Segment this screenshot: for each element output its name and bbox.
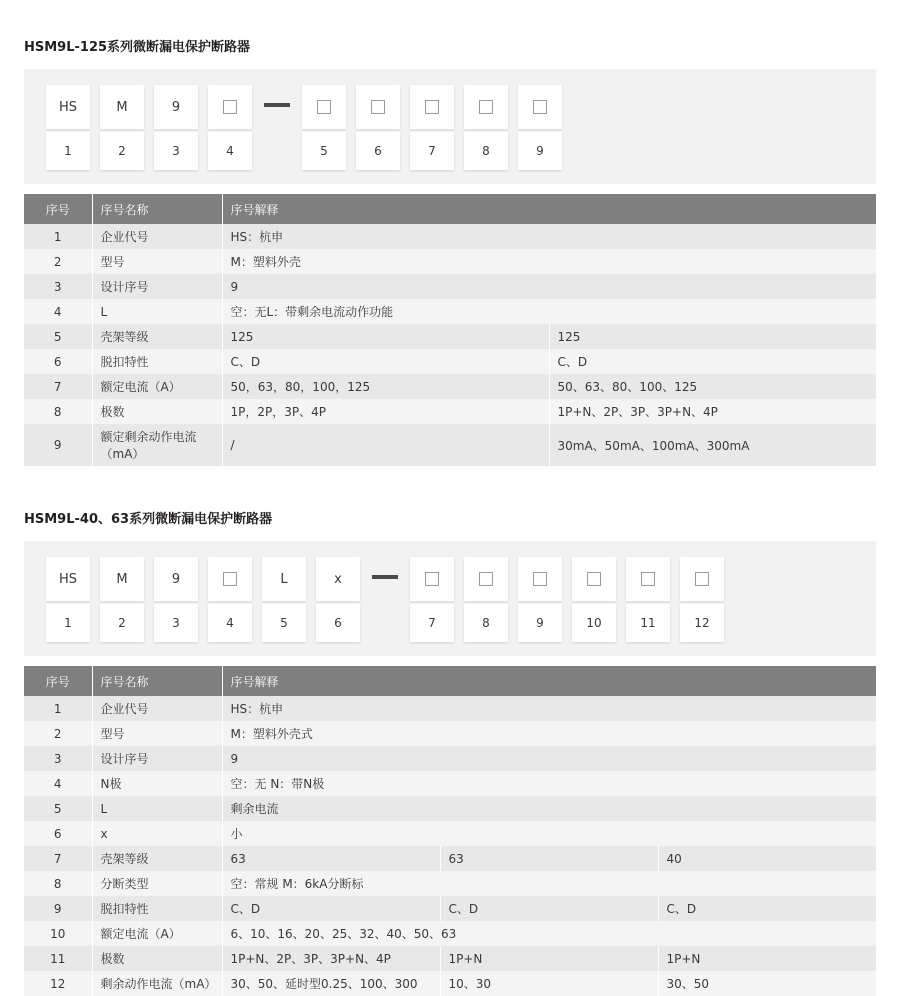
cell-explanation-b: 10、30 xyxy=(440,971,658,996)
dash-separator-icon xyxy=(370,557,400,579)
cell-explanation-b: 50、63、80、100、125 xyxy=(549,374,876,399)
cell-name: 设计序号 xyxy=(92,274,222,299)
code-cell-8 xyxy=(464,85,508,170)
code-box-index: 3 xyxy=(154,132,198,170)
empty-square-icon xyxy=(317,100,331,114)
cell-explanation-a: 63 xyxy=(222,846,440,871)
code-box-index: 7 xyxy=(410,604,454,642)
spec-table-2 xyxy=(24,666,876,996)
cell-name: 壳架等级 xyxy=(92,846,222,871)
code-cell-6 xyxy=(356,85,400,170)
cell-index: 12 xyxy=(24,971,92,996)
empty-square-icon xyxy=(425,100,439,114)
empty-square-icon xyxy=(533,100,547,114)
cell-index: 5 xyxy=(24,324,92,349)
table-row xyxy=(24,399,876,424)
code-box-index: 5 xyxy=(302,132,346,170)
cell-explanation: M：塑料外壳 xyxy=(222,249,876,274)
cell-explanation-c: C、D xyxy=(658,896,876,921)
code-box-placeholder xyxy=(680,557,724,601)
cell-explanation-b: 1P+N xyxy=(440,946,658,971)
cell-index: 3 xyxy=(24,274,92,299)
cell-index: 7 xyxy=(24,374,92,399)
code-box-value: HS xyxy=(46,85,90,129)
model-code-diagram-2 xyxy=(24,541,876,656)
table-row xyxy=(24,746,876,771)
code-cell-4 xyxy=(208,85,252,170)
code-box-index: 8 xyxy=(464,132,508,170)
cell-explanation: 空：常规 M：6kA分断标 xyxy=(222,871,876,896)
cell-index: 5 xyxy=(24,796,92,821)
code-box-index: 1 xyxy=(46,604,90,642)
cell-explanation: 9 xyxy=(222,274,876,299)
cell-explanation: 6、10、16、20、25、32、40、50、63 xyxy=(222,921,876,946)
cell-name: 壳架等级 xyxy=(92,324,222,349)
section-hsm9l-125 xyxy=(24,0,876,466)
cell-explanation-b: C、D xyxy=(440,896,658,921)
code-cell-1 xyxy=(46,557,90,642)
cell-explanation-c: 30、50 xyxy=(658,971,876,996)
table-row xyxy=(24,871,876,896)
table-row xyxy=(24,971,876,996)
code-box-placeholder xyxy=(572,557,616,601)
cell-name: 额定电流（A） xyxy=(92,374,222,399)
code-box-index: 4 xyxy=(208,604,252,642)
cell-explanation-c: 1P+N xyxy=(658,946,876,971)
spec-table-1 xyxy=(24,194,876,466)
code-box-index: 6 xyxy=(316,604,360,642)
cell-explanation: HS：杭申 xyxy=(222,696,876,721)
col-header-explanation: 序号解释 xyxy=(222,194,876,224)
code-cell-5 xyxy=(302,85,346,170)
table-row xyxy=(24,721,876,746)
code-cell-10 xyxy=(572,557,616,642)
table-row xyxy=(24,946,876,971)
code-box-value: x xyxy=(316,557,360,601)
empty-square-icon xyxy=(479,100,493,114)
cell-explanation-b: 63 xyxy=(440,846,658,871)
table-row xyxy=(24,349,876,374)
code-cell-12 xyxy=(680,557,724,642)
cell-index: 9 xyxy=(24,424,92,466)
col-header-explanation: 序号解释 xyxy=(222,666,876,696)
table-row xyxy=(24,224,876,249)
col-header-name: 序号名称 xyxy=(92,666,222,696)
code-box-index: 12 xyxy=(680,604,724,642)
table-row xyxy=(24,846,876,871)
code-box-index: 11 xyxy=(626,604,670,642)
code-cell-4 xyxy=(208,557,252,642)
code-cell-9 xyxy=(518,85,562,170)
code-box-placeholder xyxy=(626,557,670,601)
code-box-placeholder xyxy=(464,557,508,601)
cell-explanation: 小 xyxy=(222,821,876,846)
table-row xyxy=(24,374,876,399)
section-title: HSM9L-40、63系列微断漏电保护断路器 xyxy=(24,512,273,527)
cell-index: 1 xyxy=(24,696,92,721)
table-row xyxy=(24,424,876,466)
code-cell-7 xyxy=(410,557,454,642)
code-cell-3 xyxy=(154,557,198,642)
code-box-index: 4 xyxy=(208,132,252,170)
cell-name: 额定电流（A） xyxy=(92,921,222,946)
cell-name: 极数 xyxy=(92,399,222,424)
cell-name: 型号 xyxy=(92,721,222,746)
cell-name: 企业代号 xyxy=(92,224,222,249)
table-row xyxy=(24,299,876,324)
cell-name: L xyxy=(92,796,222,821)
code-cell-5 xyxy=(262,557,306,642)
cell-explanation-a: 1P，2P，3P、4P xyxy=(222,399,549,424)
cell-explanation: 空：无L：带剩余电流动作功能 xyxy=(222,299,876,324)
cell-explanation-c: 40 xyxy=(658,846,876,871)
code-row xyxy=(24,85,876,170)
code-box-value: 9 xyxy=(154,557,198,601)
dash-separator-icon xyxy=(262,85,292,107)
cell-name: 极数 xyxy=(92,946,222,971)
cell-name: x xyxy=(92,821,222,846)
code-box-index: 9 xyxy=(518,132,562,170)
empty-square-icon xyxy=(587,572,601,586)
col-header-index: 序号 xyxy=(24,666,92,696)
code-box-placeholder xyxy=(302,85,346,129)
empty-square-icon xyxy=(223,572,237,586)
code-cell-11 xyxy=(626,557,670,642)
table-row xyxy=(24,249,876,274)
cell-name: 剩余动作电流（mA） xyxy=(92,971,222,996)
code-cell-2 xyxy=(100,557,144,642)
empty-square-icon xyxy=(223,100,237,114)
cell-explanation-a: 125 xyxy=(222,324,549,349)
code-box-placeholder xyxy=(464,85,508,129)
cell-name: 额定剩余动作电流（mA） xyxy=(92,424,222,466)
code-box-index: 6 xyxy=(356,132,400,170)
cell-index: 4 xyxy=(24,771,92,796)
code-row xyxy=(24,557,876,642)
cell-explanation-a: / xyxy=(222,424,549,466)
cell-explanation: 剩余电流 xyxy=(222,796,876,821)
code-box-value: M xyxy=(100,557,144,601)
cell-explanation-b: 1P+N、2P、3P、3P+N、4P xyxy=(549,399,876,424)
code-box-index: 5 xyxy=(262,604,306,642)
model-code-diagram-1 xyxy=(24,69,876,184)
empty-square-icon xyxy=(533,572,547,586)
code-box-index: 10 xyxy=(572,604,616,642)
table-row xyxy=(24,696,876,721)
cell-index: 8 xyxy=(24,399,92,424)
code-cell-7 xyxy=(410,85,454,170)
code-cell-8 xyxy=(464,557,508,642)
cell-name: 脱扣特性 xyxy=(92,896,222,921)
cell-explanation: 9 xyxy=(222,746,876,771)
table-header-row xyxy=(24,194,876,224)
code-box-placeholder xyxy=(518,557,562,601)
code-box-placeholder xyxy=(410,85,454,129)
code-box-placeholder xyxy=(208,85,252,129)
cell-explanation: 空：无 N：带N极 xyxy=(222,771,876,796)
code-box-placeholder xyxy=(356,85,400,129)
section-hsm9l-40-63 xyxy=(24,466,876,996)
cell-name: L xyxy=(92,299,222,324)
cell-name: N极 xyxy=(92,771,222,796)
empty-square-icon xyxy=(425,572,439,586)
cell-explanation-a: C、D xyxy=(222,349,549,374)
code-box-value: M xyxy=(100,85,144,129)
cell-explanation: M：塑料外壳式 xyxy=(222,721,876,746)
code-box-value: 9 xyxy=(154,85,198,129)
code-box-placeholder xyxy=(410,557,454,601)
cell-name: 设计序号 xyxy=(92,746,222,771)
code-cell-6 xyxy=(316,557,360,642)
empty-square-icon xyxy=(371,100,385,114)
cell-index: 2 xyxy=(24,249,92,274)
code-cell-9 xyxy=(518,557,562,642)
empty-square-icon xyxy=(479,572,493,586)
code-box-index: 9 xyxy=(518,604,562,642)
table-header-row xyxy=(24,666,876,696)
table-row xyxy=(24,921,876,946)
cell-index: 3 xyxy=(24,746,92,771)
code-cell-2 xyxy=(100,85,144,170)
cell-index: 4 xyxy=(24,299,92,324)
cell-explanation-a: C、D xyxy=(222,896,440,921)
col-header-name: 序号名称 xyxy=(92,194,222,224)
cell-explanation: HS：杭申 xyxy=(222,224,876,249)
table-row xyxy=(24,821,876,846)
cell-index: 11 xyxy=(24,946,92,971)
cell-explanation-b: 30mA、50mA、100mA、300mA xyxy=(549,424,876,466)
table-row xyxy=(24,771,876,796)
cell-explanation-a: 50，63，80，100，125 xyxy=(222,374,549,399)
empty-square-icon xyxy=(695,572,709,586)
code-cell-1 xyxy=(46,85,90,170)
cell-index: 1 xyxy=(24,224,92,249)
cell-name: 分断类型 xyxy=(92,871,222,896)
cell-index: 2 xyxy=(24,721,92,746)
code-box-index: 7 xyxy=(410,132,454,170)
cell-index: 8 xyxy=(24,871,92,896)
cell-index: 7 xyxy=(24,846,92,871)
code-box-placeholder xyxy=(518,85,562,129)
code-box-index: 2 xyxy=(100,132,144,170)
code-box-placeholder xyxy=(208,557,252,601)
col-header-index: 序号 xyxy=(24,194,92,224)
code-box-value: L xyxy=(262,557,306,601)
cell-name: 型号 xyxy=(92,249,222,274)
cell-explanation-b: 125 xyxy=(549,324,876,349)
code-box-index: 3 xyxy=(154,604,198,642)
section-title: HSM9L-125系列微断漏电保护断路器 xyxy=(24,40,251,55)
table-row xyxy=(24,274,876,299)
code-box-value: HS xyxy=(46,557,90,601)
cell-index: 9 xyxy=(24,896,92,921)
cell-index: 6 xyxy=(24,349,92,374)
cell-explanation-a: 1P+N、2P、3P、3P+N、4P xyxy=(222,946,440,971)
cell-name: 脱扣特性 xyxy=(92,349,222,374)
empty-square-icon xyxy=(641,572,655,586)
table-row xyxy=(24,324,876,349)
table-row xyxy=(24,896,876,921)
table-row xyxy=(24,796,876,821)
cell-explanation-a: 30、50、延时型0.25、100、300 xyxy=(222,971,440,996)
code-box-index: 1 xyxy=(46,132,90,170)
cell-name: 企业代号 xyxy=(92,696,222,721)
code-box-index: 8 xyxy=(464,604,508,642)
code-cell-3 xyxy=(154,85,198,170)
cell-explanation-b: C、D xyxy=(549,349,876,374)
cell-index: 10 xyxy=(24,921,92,946)
cell-index: 6 xyxy=(24,821,92,846)
code-box-index: 2 xyxy=(100,604,144,642)
